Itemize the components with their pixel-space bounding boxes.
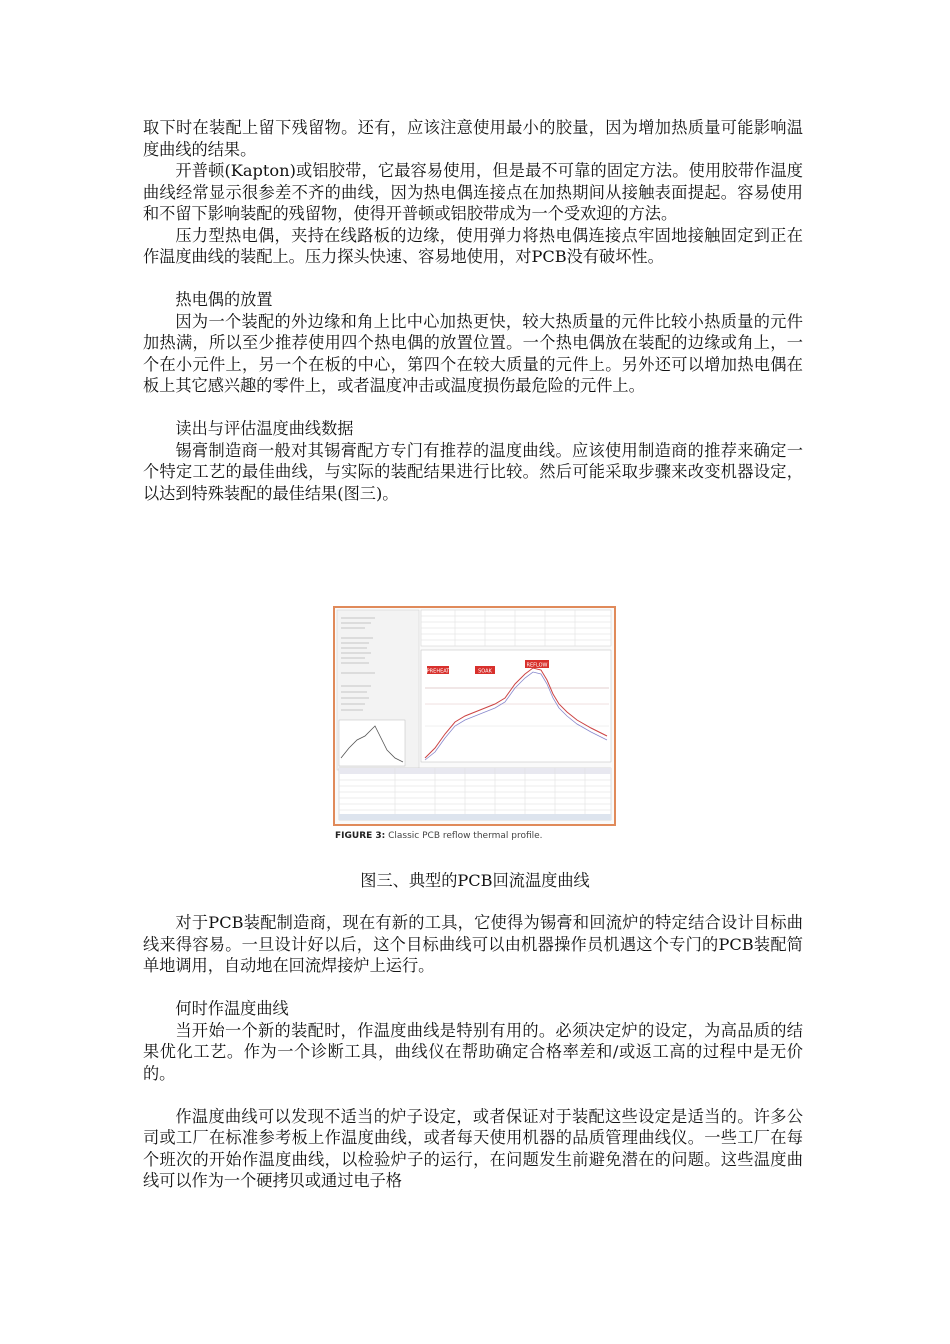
paragraph: 作温度曲线可以发现不适当的炉子设定，或者保证对于装配这些设定是适当的。许多公司或工厂在标准参考板上作温度曲线，或者每天使用机器的品质管理曲线仪。一些工厂在每个班次的开始作温度曲线，以检验炉子的运行，在问题发生前避免潜在的问题。这些温度曲线可以作为一个硬拷贝或通过电子格	[143, 1106, 803, 1190]
figure-caption-en	[335, 831, 543, 841]
figure-screenshot	[333, 606, 616, 826]
paragraph: 开普顿(Kapton)或铝胶带，它最容易使用，但是最不可靠的固定方法。使用胶带作温度曲线经常显示很参差不齐的曲线，因为热电偶连接点在加热期间从接触表面提起。容易使用和不留下影响装配的残留物，使得开普顿或铝胶带成为一个受欢迎的方法。	[143, 161, 803, 223]
figure-caption-cn: 图三、典型的PCB回流温度曲线	[360, 871, 590, 890]
section-heading: 热电偶的放置	[175, 290, 273, 309]
figure-3	[333, 606, 619, 846]
reflow-profile-image	[335, 608, 614, 824]
section-heading: 读出与评估温度曲线数据	[175, 419, 354, 438]
text-block-top	[143, 117, 803, 504]
label-soak: SOAK	[478, 668, 492, 675]
paragraph: 压力型热电偶，夹持在线路板的边缘，使用弹力将热电偶连接点牢固地接触固定到正在作温度曲线的装配上。压力探头快速、容易地使用，对PCB没有破坏性。	[143, 225, 803, 266]
paragraph: 取下时在装配上留下残留物。还有，应该注意使用最小的胶量，因为增加热质量可能影响温度曲线的结果。	[143, 118, 803, 159]
paragraph: 当开始一个新的装配时，作温度曲线是特别有用的。必须决定炉的设定，为高品质的结果优化工艺。作为一个诊断工具，曲线仪在帮助确定合格率差和/或返工高的过程中是无价的。	[143, 1020, 803, 1083]
text-block-bottom	[143, 912, 803, 1192]
paragraph: 因为一个装配的外边缘和角上比中心加热更快，较大热质量的元件比较小热质量的元件加热满，所以至少推荐使用四个热电偶的放置位置。一个热电偶放在装配的边缘或角上，一个在小元件上，另一个在板的中心，第四个在较大质量的元件上。另外还可以增加热电偶在板上其它感兴趣的零件上，或者温度冲击或温度损伤最危险的元件上。	[143, 311, 803, 395]
figure-caption-text: Classic PCB reflow thermal profile.	[385, 831, 543, 841]
section-heading: 何时作温度曲线	[175, 999, 289, 1018]
label-reflow: REFLOW	[526, 662, 548, 669]
figure-caption-label: FIGURE 3:	[335, 831, 386, 841]
paragraph: 锡膏制造商一般对其锡膏配方专门有推荐的温度曲线。应该使用制造商的推荐来确定一个特定工艺的最佳曲线，与实际的装配结果进行比较。然后可能采取步骤来改变机器设定，以达到特殊装配的最佳结果(图三)。	[143, 440, 803, 503]
label-preheat: PREHEAT	[426, 668, 450, 675]
paragraph: 对于PCB装配制造商，现在有新的工具，它使得为锡膏和回流炉的特定结合设计目标曲线来得容易。一旦设计好以后，这个目标曲线可以由机器操作员机遇这个专门的PCB装配简单地调用，自动地在回流焊接炉上运行。	[143, 913, 803, 975]
